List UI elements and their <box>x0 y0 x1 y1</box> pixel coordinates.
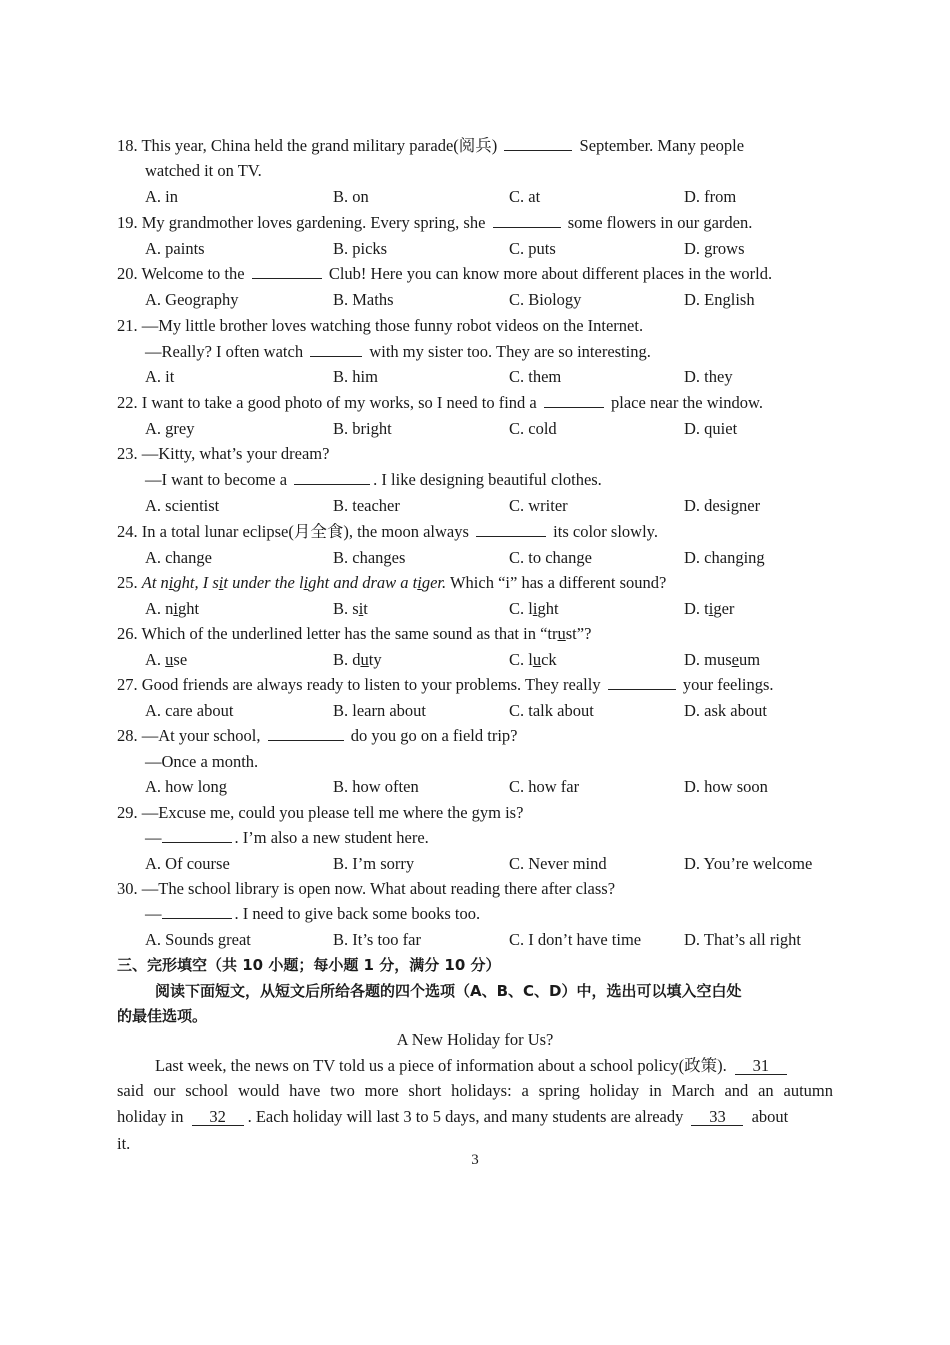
option-text: se <box>173 650 188 669</box>
section-heading: 三、完形填空（共 10 小题；每小题 1 分，满分 10 分） <box>117 956 501 974</box>
option-c: C. cold <box>509 419 557 438</box>
page-number: 3 <box>471 1152 479 1168</box>
question-text: Which “i” has a different sound? <box>449 573 667 592</box>
question-text: place near the window. <box>611 393 763 412</box>
question-29-line2 <box>145 827 861 849</box>
question-number: 25. <box>117 573 138 592</box>
option-d: D. from <box>684 187 737 206</box>
option-a <box>145 598 199 620</box>
option-d <box>684 598 734 620</box>
option-c: C. I don’t have time <box>509 930 642 949</box>
option-a: A. in <box>145 187 178 206</box>
option-b: B. I’m sorry <box>333 854 415 873</box>
passage-text: holiday in <box>117 1107 184 1126</box>
option-a <box>145 649 187 671</box>
underlined-letter: e <box>731 650 739 669</box>
answer-blank <box>504 136 572 151</box>
option-b: B. It’s too far <box>333 930 421 949</box>
option-a: A. change <box>145 548 212 567</box>
underlined-letter: i <box>168 573 174 592</box>
question-text-part: st”? <box>565 624 592 643</box>
option-a: A. how long <box>145 777 228 796</box>
option-d: D. designer <box>684 496 761 515</box>
underlined-letter: u <box>360 650 369 669</box>
question-number: 19. <box>117 213 138 232</box>
option-a: A. Of course <box>145 854 230 873</box>
option-c: C. how far <box>509 777 580 796</box>
underlined-letter: i <box>417 573 422 592</box>
question-text: — <box>145 904 162 923</box>
question-19 <box>117 212 833 234</box>
option-text: ght <box>178 599 200 618</box>
question-28 <box>117 725 833 747</box>
option-text: C. l <box>509 650 533 669</box>
answer-blank <box>162 904 232 919</box>
question-28-line2: —Once a month. <box>145 752 259 771</box>
question-30-line2 <box>145 903 861 925</box>
option-text: D. mus <box>684 650 732 669</box>
sentence <box>142 573 446 592</box>
question-text: —Excuse me, could you please tell me where the gym is? <box>141 803 524 822</box>
option-b <box>333 649 382 671</box>
option-c: C. puts <box>509 239 556 258</box>
option-c: C. writer <box>509 496 568 515</box>
question-text: do you go on a field trip? <box>350 726 518 745</box>
option-d: D. grows <box>684 239 745 258</box>
option-d: D. That’s all right <box>684 930 802 949</box>
option-text: um <box>739 650 761 669</box>
option-a: A. paints <box>145 239 205 258</box>
option-d: D. You’re welcome <box>684 854 813 873</box>
question-text: — <box>145 828 162 847</box>
question-27 <box>117 674 833 696</box>
passage-text: . Each holiday will last 3 to 5 days, and many students are already <box>247 1107 684 1126</box>
passage-title: A New Holiday for Us? <box>396 1030 554 1049</box>
question-text: I want to take a good photo of my works, so I need to find a <box>141 393 537 412</box>
option-b: B. Maths <box>333 290 394 309</box>
option-text: t <box>363 599 368 618</box>
option-a: A. care about <box>145 701 234 720</box>
question-text: —Kitty, what’s your dream? <box>141 444 330 463</box>
option-a: A. Geography <box>145 290 239 309</box>
question-24 <box>117 521 833 543</box>
question-21-line2 <box>145 341 861 363</box>
section-instruction-line2: 的最佳选项。 <box>117 1007 208 1025</box>
option-text: C. l <box>509 599 533 618</box>
answer-blank <box>608 675 676 690</box>
option-b: B. bright <box>333 419 392 438</box>
blank-33: 33 <box>691 1109 743 1126</box>
option-b: B. on <box>333 187 369 206</box>
question-text-part: Which of the underlined letter has the same sound as that in “tr <box>141 624 558 643</box>
question-18 <box>117 135 833 157</box>
option-b: B. how often <box>333 777 419 796</box>
question-number: 30. <box>117 879 138 898</box>
option-text: B. s <box>333 599 359 618</box>
option-d: D. how soon <box>684 777 768 796</box>
question-text: Welcome to the <box>141 264 245 283</box>
question-22 <box>117 392 833 414</box>
option-c: C. Biology <box>509 290 582 309</box>
option-text: D. t <box>684 599 709 618</box>
blank-32: 32 <box>192 1109 244 1126</box>
option-d: D. English <box>684 290 755 309</box>
question-25 <box>117 572 833 594</box>
option-a: A. scientist <box>145 496 220 515</box>
sentence-part: t under the l <box>223 573 304 592</box>
answer-blank <box>476 522 546 537</box>
question-text: My grandmother loves gardening. Every spring, she <box>141 213 486 232</box>
question-text: its color slowly. <box>553 522 658 541</box>
question-text: Club! Here you can know more about different places in the world. <box>328 264 773 283</box>
option-b: B. learn about <box>333 701 427 720</box>
question-text: some flowers in our garden. <box>567 213 753 232</box>
question-text <box>141 624 591 643</box>
question-text: —My little brother loves watching those funny robot videos on the Internet. <box>141 316 644 335</box>
underlined-letter: i <box>173 599 179 618</box>
option-d: D. ask about <box>684 701 767 720</box>
sentence-part: ght and draw a t <box>308 573 418 592</box>
question-text: —I want to become a <box>145 470 288 489</box>
question-23-line2 <box>145 469 861 491</box>
sentence-part: ger. <box>421 573 447 592</box>
question-text: . I need to give back some books too. <box>234 904 481 923</box>
question-23 <box>117 443 833 465</box>
question-text: This year, China held the grand military parade(阅兵) <box>141 136 498 155</box>
option-c <box>509 649 557 671</box>
underlined-letter: i <box>358 599 364 618</box>
option-c <box>509 598 559 620</box>
question-number: 26. <box>117 624 138 643</box>
question-29 <box>117 802 833 824</box>
option-text: ght <box>537 599 559 618</box>
option-d: D. quiet <box>684 419 738 438</box>
answer-blank <box>493 213 561 228</box>
option-c: C. to change <box>509 548 592 567</box>
question-20 <box>117 263 833 285</box>
passage-line-3 <box>117 1106 833 1128</box>
answer-blank <box>310 342 362 357</box>
option-text: ty <box>368 650 382 669</box>
question-text: . I like designing beautiful clothes. <box>373 470 602 489</box>
answer-blank <box>294 470 370 485</box>
option-c: C. at <box>509 187 541 206</box>
option-text: A. n <box>145 599 174 618</box>
underlined-letter: u <box>557 624 566 643</box>
question-text: —At your school, <box>141 726 261 745</box>
sentence-part: At n <box>141 573 169 592</box>
question-text: your feelings. <box>682 675 774 694</box>
question-number: 18. <box>117 136 138 155</box>
question-21 <box>117 315 833 337</box>
question-number: 28. <box>117 726 138 745</box>
section-instruction: 阅读下面短文，从短文后所给各题的四个选项（A、B、C、D）中，选出可以填入空白处 <box>155 982 742 1000</box>
option-d: D. they <box>684 367 733 386</box>
underlined-letter: i <box>218 573 224 592</box>
option-text: A. <box>145 650 166 669</box>
option-a: A. grey <box>145 419 195 438</box>
option-b <box>333 598 368 620</box>
option-b: B. picks <box>333 239 388 258</box>
question-text: September. Many people <box>579 136 745 155</box>
option-text: B. d <box>333 650 361 669</box>
sentence-part: ght, I s <box>173 573 219 592</box>
option-c: C. them <box>509 367 562 386</box>
option-d <box>684 649 760 671</box>
option-text: ck <box>541 650 557 669</box>
answer-blank <box>162 828 232 843</box>
question-text: —Really? I often watch <box>145 342 304 361</box>
question-text: . I’m also a new student here. <box>234 828 429 847</box>
underlined-letter: i <box>532 599 538 618</box>
answer-blank <box>268 726 344 741</box>
passage-text: Last week, the news on TV told us a piece of information about a school policy(政策). <box>155 1056 727 1075</box>
question-number: 24. <box>117 522 138 541</box>
question-number: 21. <box>117 316 138 335</box>
question-30 <box>117 878 833 900</box>
blank-31: 31 <box>735 1058 787 1075</box>
underlined-letter: i <box>708 599 714 618</box>
question-number: 20. <box>117 264 138 283</box>
option-text: ger <box>713 599 735 618</box>
option-c: C. Never mind <box>509 854 607 873</box>
question-text: —The school library is open now. What about reading there after class? <box>141 879 616 898</box>
underlined-letter: u <box>165 650 174 669</box>
question-text: In a total lunar eclipse(月全食), the moon always <box>141 522 469 541</box>
option-a: A. it <box>145 367 175 386</box>
question-number: 27. <box>117 675 138 694</box>
question-number: 29. <box>117 803 138 822</box>
option-b: B. teacher <box>333 496 400 515</box>
underlined-letter: i <box>303 573 309 592</box>
question-26 <box>117 623 833 645</box>
question-text: with my sister too. They are so interesting. <box>369 342 651 361</box>
option-d: D. changing <box>684 548 765 567</box>
question-18-line2: watched it on TV. <box>145 161 262 180</box>
passage-line-1 <box>155 1055 833 1077</box>
question-number: 23. <box>117 444 138 463</box>
option-a: A. Sounds great <box>145 930 251 949</box>
question-text: Good friends are always ready to listen to your problems. They really <box>141 675 601 694</box>
passage-text: about <box>751 1107 789 1126</box>
option-b: B. him <box>333 367 378 386</box>
option-c: C. talk about <box>509 701 594 720</box>
question-number: 22. <box>117 393 138 412</box>
answer-blank <box>252 264 322 279</box>
passage-line-2: said our school would have two more short holidays: a spring holiday in March and an autumn <box>117 1081 833 1100</box>
answer-blank <box>544 393 604 408</box>
underlined-letter: u <box>532 650 542 669</box>
passage-line-4: it. <box>117 1134 131 1153</box>
option-b: B. changes <box>333 548 406 567</box>
